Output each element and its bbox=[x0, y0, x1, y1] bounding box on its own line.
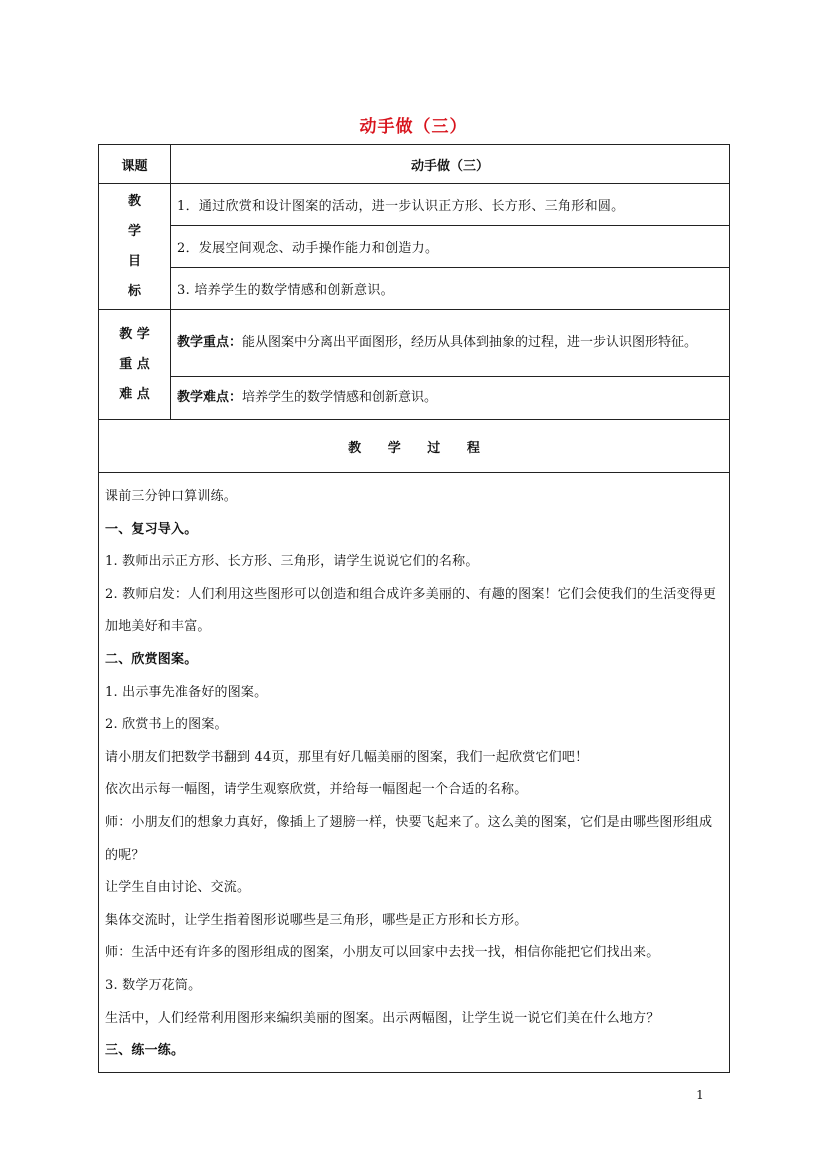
process-heading-char: 过 bbox=[427, 440, 441, 456]
process-paragraph: 集体交流时，让学生指着图形说哪些是三角形，哪些是正方形和长方形。 bbox=[105, 912, 528, 928]
process-paragraph: 课前三分钟口算训练。 bbox=[105, 489, 238, 504]
process-paragraph: 让学生自由讨论、交流。 bbox=[105, 880, 251, 896]
process-paragraph: 1. 出示事先准备好的图案。 bbox=[105, 684, 268, 700]
focus-label: 教学重点： bbox=[177, 335, 243, 350]
page-title: 动手做（三） bbox=[359, 117, 468, 137]
goals-label bbox=[99, 184, 171, 310]
goal-item: 3. 培养学生的数学情感和创新意识。 bbox=[171, 268, 730, 310]
process-paragraph: 师：小朋友们的想象力真好，像插上了翅膀一样，快要飞起来了。这么美的图案，它们是由哪些图形组成的呢？ bbox=[105, 814, 713, 863]
process-heading-char: 学 bbox=[387, 440, 401, 456]
keypoints-label-line: 教 学 bbox=[119, 326, 150, 342]
topic-label: 课题 bbox=[99, 145, 171, 184]
goals-label-char: 标 bbox=[127, 283, 141, 299]
process-body-row bbox=[99, 473, 730, 1073]
process-heading-char: 程 bbox=[466, 440, 480, 456]
process-paragraph: 2. 教师启发：人们利用这些图形可以创造和组合成许多美丽的、有趣的图案！它们会使我们的生活变得更加地美好和丰富。 bbox=[105, 586, 717, 635]
topic-value: 动手做（三） bbox=[171, 145, 730, 184]
process-body bbox=[99, 473, 730, 1073]
difficulty-label: 教学难点： bbox=[177, 390, 243, 405]
goal-row bbox=[99, 184, 730, 226]
goal-row bbox=[99, 268, 730, 310]
goals-label-char: 目 bbox=[127, 253, 141, 269]
process-heading-char: 教 bbox=[348, 440, 362, 456]
section-heading: 一、复习导入。 bbox=[105, 521, 198, 537]
keypoints-label-line: 难 点 bbox=[119, 386, 150, 402]
topic-row bbox=[99, 145, 730, 184]
process-paragraph: 生活中，人们经常利用图形来编织美丽的图案。出示两幅图，让学生说一说它们美在什么地方？ bbox=[105, 1010, 660, 1026]
keypoints-label bbox=[99, 310, 171, 420]
process-heading-row bbox=[99, 420, 730, 473]
difficulty-text: 培养学生的数学情感和创新意识。 bbox=[242, 390, 438, 405]
goal-row bbox=[99, 226, 730, 268]
focus-cell bbox=[171, 310, 730, 377]
keypoint-row bbox=[99, 310, 730, 377]
page-number: 1 bbox=[696, 1088, 704, 1102]
process-heading bbox=[99, 420, 730, 473]
focus-text: 能从图案中分离出平面图形，经历从具体到抽象的过程，进一步认识图形特征。 bbox=[242, 335, 698, 350]
keypoints-label-line: 重 点 bbox=[119, 356, 150, 372]
section-heading: 二、欣赏图案。 bbox=[105, 651, 198, 667]
process-paragraph: 2. 欣赏书上的图案。 bbox=[105, 717, 228, 733]
process-paragraph: 师：生活中还有许多的图形组成的图案，小朋友可以回家中去找一找，相信你能把它们找出来。 bbox=[105, 945, 660, 961]
goals-label-char: 教 bbox=[127, 193, 141, 209]
lesson-plan-table bbox=[98, 144, 730, 1073]
process-paragraph: 请小朋友们把数学书翻到 44页，那里有好几幅美丽的图案，我们一起欣赏它们吧！ bbox=[105, 749, 589, 765]
process-paragraph: 依次出示每一幅图，请学生观察欣赏，并给每一幅图起一个合适的名称。 bbox=[105, 782, 528, 798]
goal-item: 2．发展空间观念、动手操作能力和创造力。 bbox=[171, 226, 730, 268]
keypoint-row bbox=[99, 377, 730, 420]
goal-item: 1．通过欣赏和设计图案的活动，进一步认识正方形、长方形、三角形和圆。 bbox=[171, 184, 730, 226]
process-paragraph: 1. 教师出示正方形、长方形、三角形，请学生说说它们的名称。 bbox=[105, 554, 479, 570]
goals-label-char: 学 bbox=[127, 223, 141, 239]
process-paragraph: 3. 数学万花筒。 bbox=[105, 977, 202, 993]
section-heading: 三、练一练。 bbox=[105, 1043, 185, 1059]
difficulty-cell bbox=[171, 377, 730, 420]
